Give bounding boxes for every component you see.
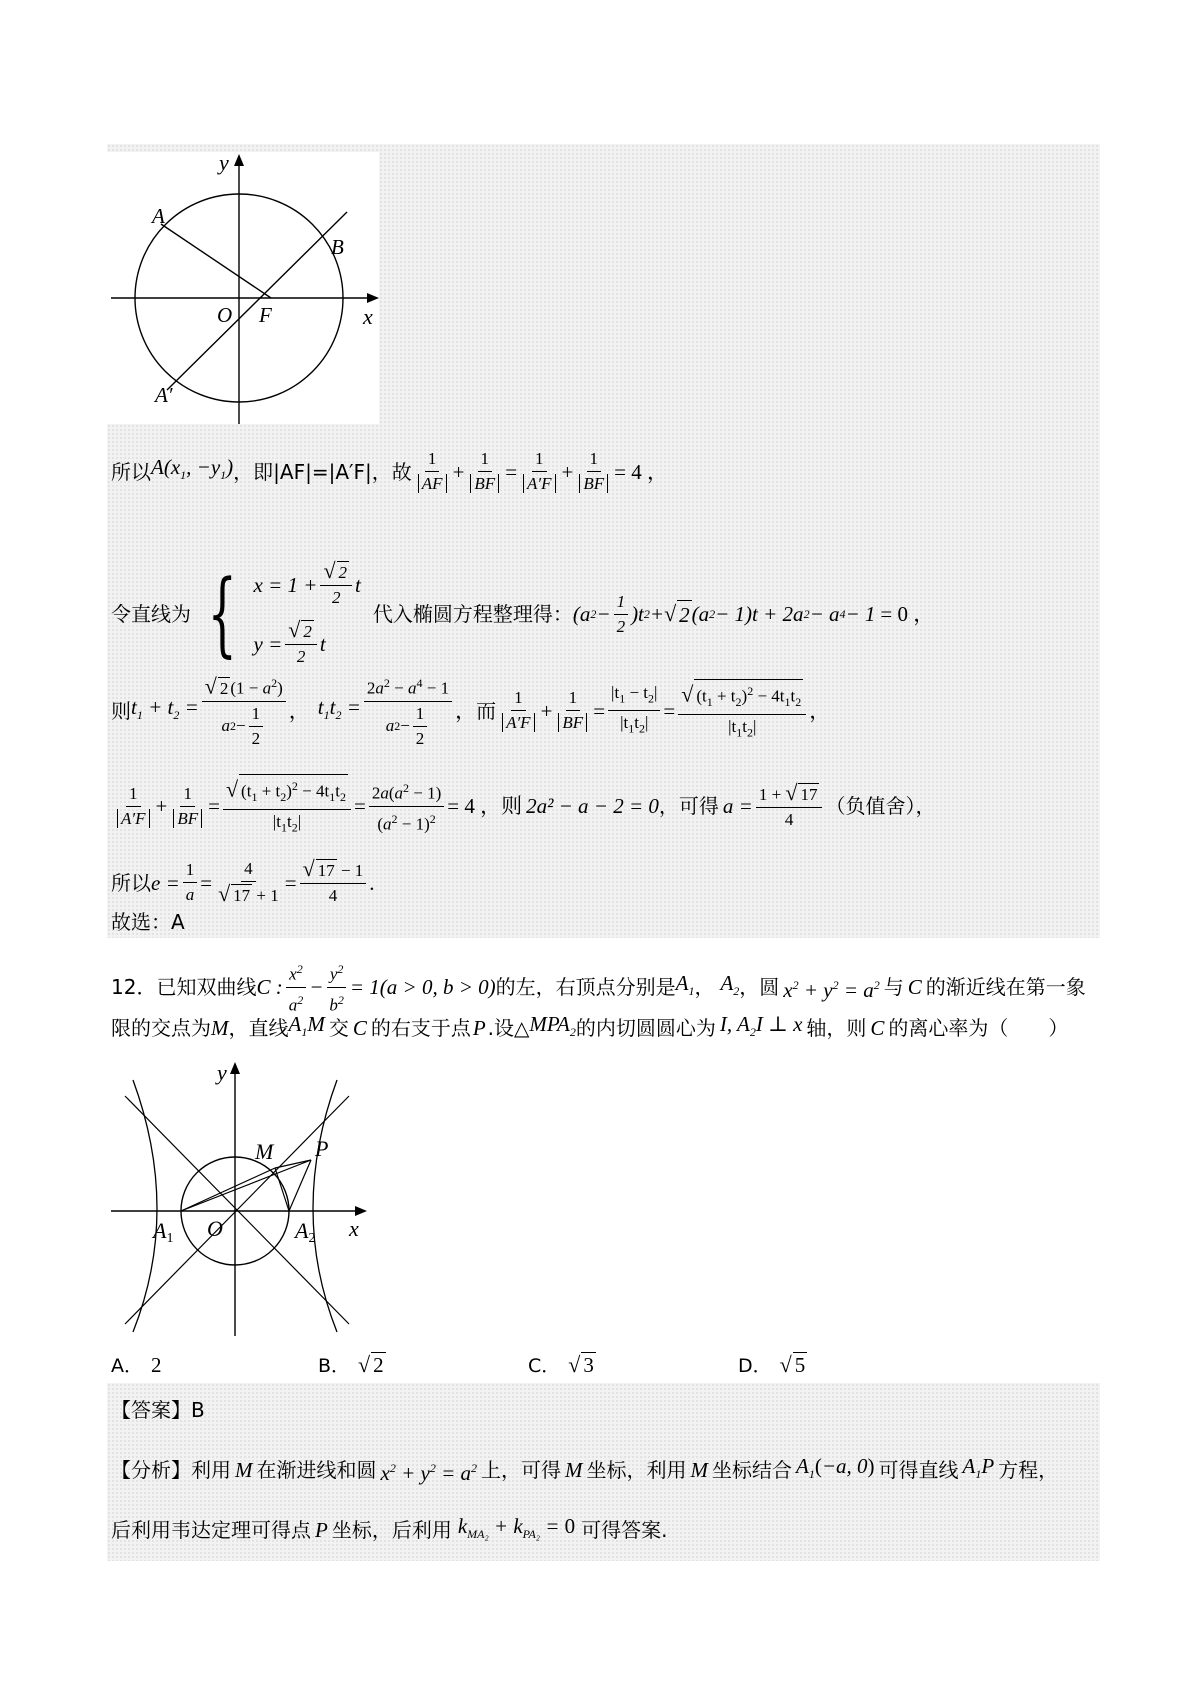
fig1-label-F: F — [259, 303, 272, 327]
fig1-label-A-prime: A′ — [155, 383, 173, 407]
fig2-label-x: x — [349, 1216, 359, 1241]
fig2-label-P: P — [315, 1136, 329, 1161]
q12-line-1: 12．已知双曲线 C : $\frac{x^2}{a^2}$ − $\frac{y^2}{b^2}$ = 1(a > 0, b > 0) 的左，右顶点分别是 $A_1$ ， $A_2$ ，圆 $x^2 + y^2 = a^2$ 与 C 的渐近线在第一象 — [111, 958, 1086, 1016]
fig2-label-A2: A2 — [295, 1218, 316, 1246]
fig1-label-y: y — [219, 152, 229, 175]
solution-line-2: 令直线为 { x = 1 + $\frac{√ 2}{2}$ t y = $\frac{√ 2}{2}$ t 代入椭圆方程整理得： (a 2 − $\frac{1}{2}$ )t 2 + √ 2 (a 2 − 1)t + 2a 2 − a 4 − 1 = 0 ， — [111, 558, 935, 667]
figure-circle-chord — [107, 152, 385, 424]
option-d[interactable]: D． √ 5 — [738, 1352, 806, 1377]
fig1-label-x: x — [363, 304, 373, 329]
fig2-label-O: O — [207, 1216, 223, 1241]
param-system: x = 1 + $\frac{√ 2}{2}$ t y = $\frac{√ 2}{2}$ t — [253, 558, 361, 666]
solution-line-4: $\frac{1}{A'F}$ + $\frac{1}{BF}$ = $\frac{√ (t_1 + t_2)^2 - 4t_1t_2}{|t_1t_2|}$ = $\frac{2a(a^2 - 1)}{(a^2 - 1)^2}$ = 4 ，则 2a² − a − 2 = 0 ，可得 a = $\frac{1 + √ 17}{4}$ （负值舍）， — [111, 774, 935, 838]
q12-analysis-line-2: 后利用韦达定理可得点 P 坐标，后利用 $k_{MA_2} + k_{PA_2} = 0$ 可得答案. — [111, 1514, 668, 1543]
solution-line-1: 所以 $A(x_1$, $-y_1$) ，即|AF|=|A′F|，故 $\frac{1}{AF}$ + $\frac{1}{BF}$ = $\frac{1}{A'F}$ + $\frac{1}{BF}$ = 4 ， — [111, 449, 668, 493]
solution-answer: 故选：A — [111, 910, 185, 934]
fig2-label-M: M — [255, 1139, 274, 1164]
fig1-label-A: A — [152, 204, 165, 228]
solution-line-5: 所以 e = $\frac{1}{a}$ = $\frac{4}{√ 17 + 1}$ = $\frac{√ 17 - 1}{4}$ . — [111, 856, 375, 906]
q12-answer: 【答案】 B — [111, 1398, 205, 1422]
figure-hyperbola — [107, 1056, 375, 1336]
q12-analysis-line-1: 【分析】 利用 M 在渐进线和圆 $x^2 + y^2 = a^2$ 上，可得 M 坐标，利用 M 坐标结合 $A_1(-a$, 0) 可得直线 $A_1P$ 方程， — [111, 1454, 1059, 1485]
option-a[interactable]: A． 2 — [111, 1353, 162, 1377]
option-b[interactable]: B． √ 2 — [318, 1352, 384, 1377]
solution-line-1-mid: ，即|AF|=|A′F|，故 — [233, 459, 412, 484]
fig1-label-O: O — [217, 303, 233, 327]
fig2-label-y: y — [217, 1060, 227, 1085]
q12-line-2: 限的交点为 M ，直线 $A_1M$ 交 C 的右支于点 P .设△ $MPA_2$ 的内切圆圆心为 I, $A_2I$ ⊥ x 轴，则 C 的离心率为（ ） — [111, 1012, 1069, 1041]
left-brace: { — [207, 560, 237, 667]
fig1-label-B: B — [331, 235, 344, 259]
option-c[interactable]: C． √ 3 — [528, 1352, 594, 1377]
fig2-label-A1: A1 — [153, 1218, 174, 1246]
solution-line-3: 则 $t_1 + t_2$ = √ 2 $(1 - a^2)$ a 2 − $\frac{1}{2}$ ， $t_1t_2$ = $2a^2 - a^4 - 1$ a 2 − $\frac{1}{2}$ ， 而 $\frac{1}{A'F}$ + $\frac{1}{BF}$ = $\frac{|t_1 - t_2|}{|t_1t_2|}$ = $\frac{√ (t_1 + t_2)^2 - 4t_1t_2}{|t_1t_2|}$ ， — [111, 673, 831, 748]
